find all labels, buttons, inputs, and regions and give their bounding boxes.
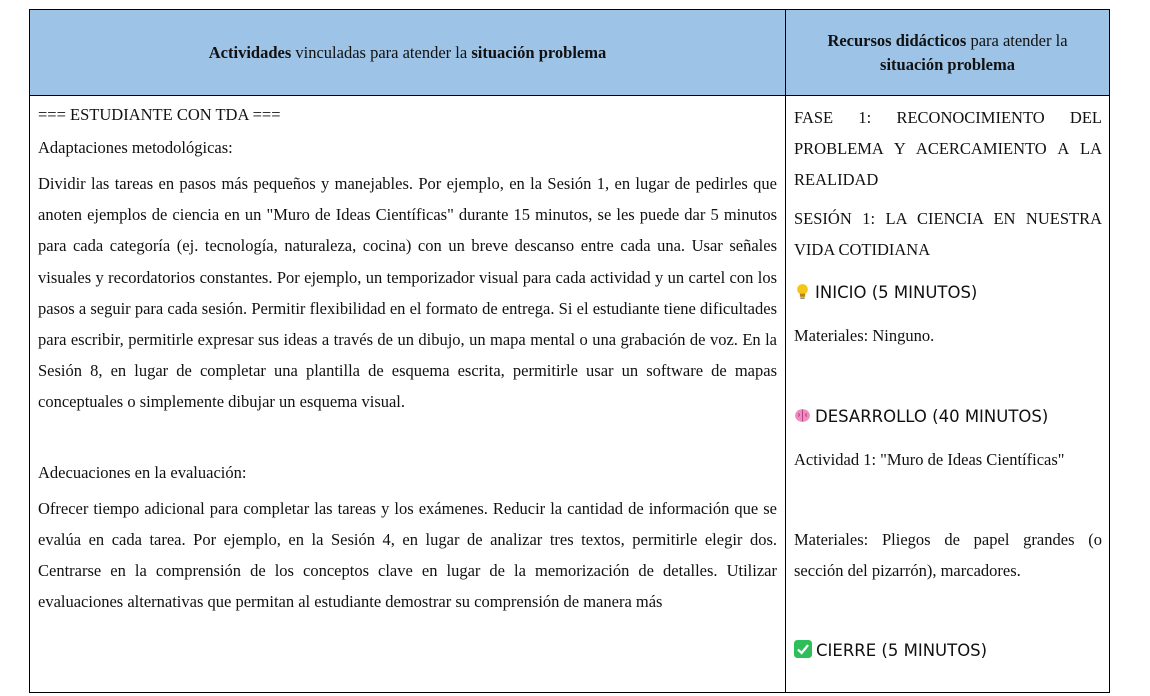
table-body-row xyxy=(30,96,1110,693)
lightbulb-icon xyxy=(794,283,811,300)
activities-table xyxy=(29,9,1110,693)
methodological-heading: Adaptaciones metodológicas: xyxy=(38,138,233,157)
check-mark-icon xyxy=(794,640,812,658)
phase-title: FASE 1: RECONOCIMIENTO DEL PROBLEMA Y ACERCAMIENTO A LA REALIDAD xyxy=(794,108,1102,189)
student-title: === ESTUDIANTE CON TDA === xyxy=(38,105,281,124)
actividad-1: Actividad 1: "Muro de Ideas Científicas" xyxy=(794,450,1065,469)
table-header-row xyxy=(30,10,1110,96)
session-title: SESIÓN 1: LA CIENCIA EN NUESTRA VIDA COTIDIANA xyxy=(794,209,1102,259)
inicio-line: INICIO (5 MINUTOS) xyxy=(794,277,1102,308)
evaluation-heading: Adecuaciones en la evaluación: xyxy=(38,462,247,482)
materiales-1: Materiales: Ninguno. xyxy=(794,326,935,345)
evaluation-body: Ofrecer tiempo adicional para completar las tareas y los exámenes. Reducir la cantidad de información que se evalúa en cada tarea. Por ejemplo, en la Sesión 4, en lugar de analizar tres textos, permitirle elegir dos. Centrarse en la comprensión de los conceptos clave en lugar de la memorización de detalles. Utilizar evaluaciones alternativas que permitan al estudiante demostrar su comprensión de manera más xyxy=(38,498,777,612)
header-activities: Actividades vinculadas para atender la situación problema xyxy=(30,10,786,96)
header-resources: Recursos didácticos para atender la situación problema xyxy=(786,10,1110,96)
activities-cell xyxy=(30,96,786,693)
resources-cell xyxy=(786,96,1110,693)
materiales-2: Materiales: Pliegos de papel grandes (o sección del pizarrón), marcadores. xyxy=(794,530,1102,580)
desarrollo-line: DESARROLLO (40 MINUTOS) xyxy=(794,401,1102,432)
brain-icon xyxy=(794,407,811,424)
cierre-line: CIERRE (5 MINUTOS) xyxy=(794,635,1102,666)
methodological-body: Dividir las tareas en pasos más pequeños y manejables. Por ejemplo, en la Sesión 1, en lugar de pedirles que anoten ejemplos de ciencia en un "Muro de Ideas Científicas" durante 15 minutos, se les puede dar 5 minutos para cada categoría (ej. tecnología, naturaleza, cocina) con un breve descanso entre cada una. Usar señales visuales y recordatorios constantes. Por ejemplo, un temporizador visual para cada actividad y un cartel con los pasos a seguir para cada sesión. Permitir flexibilidad en el formato de entrega. Si el estudiante tiene dificultades para escribir, permitirle expresar sus ideas a través de un dibujo, un mapa mental o una grabación de voz. En la Sesión 8, en lugar de completar una plantilla de esquema escrita, permitirle usar un software de mapas conceptuales o simplemente dibujar un esquema visual. xyxy=(38,174,777,412)
